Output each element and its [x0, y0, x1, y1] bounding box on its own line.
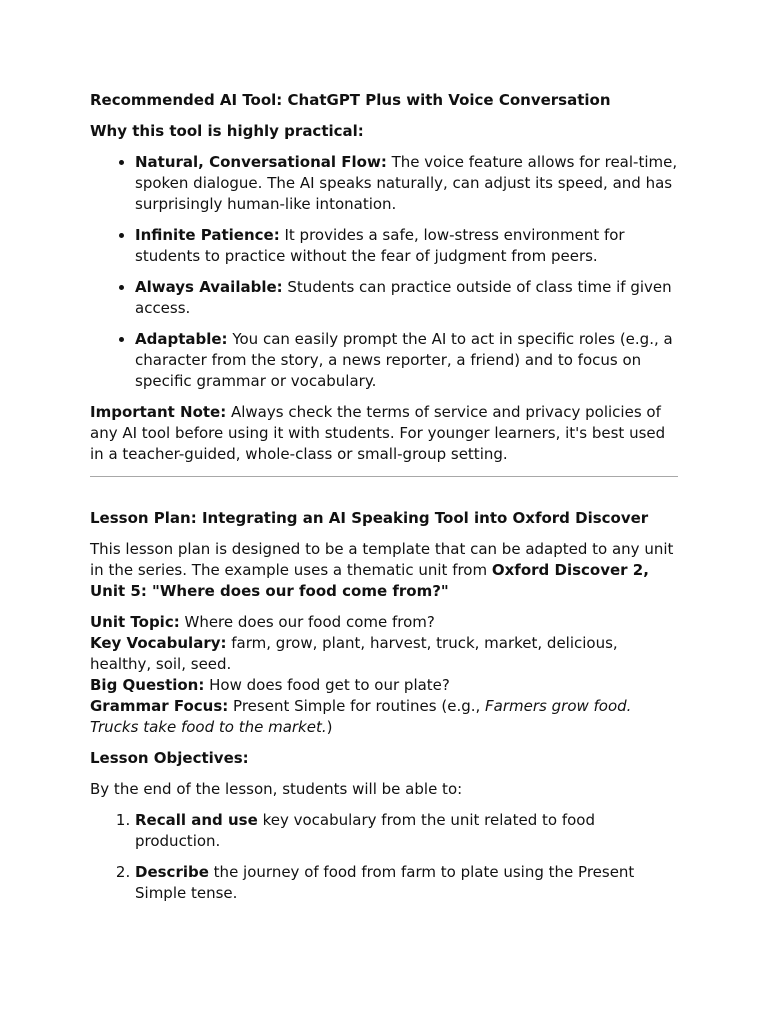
bullet-term: Infinite Patience: — [135, 226, 280, 244]
objective-term: Recall and use — [135, 811, 258, 829]
objective-term: Describe — [135, 863, 209, 881]
objectives-intro: By the end of the lesson, students will be able to: — [90, 780, 463, 798]
why-subheading: Why this tool is highly practical: — [90, 122, 364, 140]
note-term: Important Note: — [90, 403, 227, 421]
list-item — [135, 277, 678, 319]
grammar-focus-value: Present Simple for routines (e.g., — [228, 697, 486, 715]
unit-topic-label: Unit Topic: — [90, 613, 180, 631]
grammar-example: Farmers grow food. Trucks take food to the market. — [90, 697, 632, 736]
benefits-list — [90, 152, 678, 392]
note-text: Always check the terms of service and privacy policies of any AI tool before using it with students. For younger learners, it's best used in a teacher-guided, whole-class or small-group setting. — [90, 403, 666, 463]
bullet-term: Always Available: — [135, 278, 283, 296]
list-item — [135, 225, 678, 267]
key-vocabulary-value: farm, grow, plant, harvest, truck, market, delicious, healthy, soil, seed. — [90, 634, 618, 673]
big-question-value: How does food get to our plate? — [204, 676, 450, 694]
bullet-text: Students can practice outside of class time if given access. — [135, 278, 672, 317]
bullet-text: The voice feature allows for real-time, spoken dialogue. The AI speaks naturally, can adjust its speed, and has surprisingly human-like intonation. — [135, 153, 678, 213]
list-item — [135, 862, 678, 904]
lesson-plan-heading: Lesson Plan: Integrating an AI Speaking Tool into Oxford Discover — [90, 509, 649, 527]
bullet-term: Natural, Conversational Flow: — [135, 153, 387, 171]
key-vocabulary-label: Key Vocabulary: — [90, 634, 227, 652]
unit-details — [90, 612, 678, 738]
grammar-close: ) — [326, 718, 333, 736]
section-divider — [90, 476, 678, 477]
list-item — [135, 329, 678, 392]
objective-text: key vocabulary from the unit related to food production. — [135, 811, 595, 850]
objectives-list — [90, 810, 678, 904]
lesson-intro — [90, 539, 678, 602]
intro-unit-reference: Oxford Discover 2, Unit 5: "Where does our food come from?" — [90, 561, 649, 600]
bullet-term: Adaptable: — [135, 330, 228, 348]
objectives-heading: Lesson Objectives: — [90, 749, 249, 767]
tool-heading: Recommended AI Tool: ChatGPT Plus with Voice Conversation — [90, 91, 611, 109]
list-item — [135, 152, 678, 215]
unit-topic-value: Where does our food come from? — [179, 613, 435, 631]
important-note — [90, 402, 678, 465]
bullet-text: You can easily prompt the AI to act in specific roles (e.g., a character from the story, a news reporter, a friend) and to focus on specific grammar or vocabulary. — [135, 330, 673, 390]
big-question-label: Big Question: — [90, 676, 205, 694]
intro-text: This lesson plan is designed to be a template that can be adapted to any unit in the series. The example uses a thematic unit from — [90, 540, 674, 579]
grammar-focus-label: Grammar Focus: — [90, 697, 229, 715]
list-item — [135, 810, 678, 852]
objective-text: the journey of food from farm to plate using the Present Simple tense. — [135, 863, 635, 902]
bullet-text: It provides a safe, low-stress environment for students to practice without the fear of judgment from peers. — [135, 226, 625, 265]
